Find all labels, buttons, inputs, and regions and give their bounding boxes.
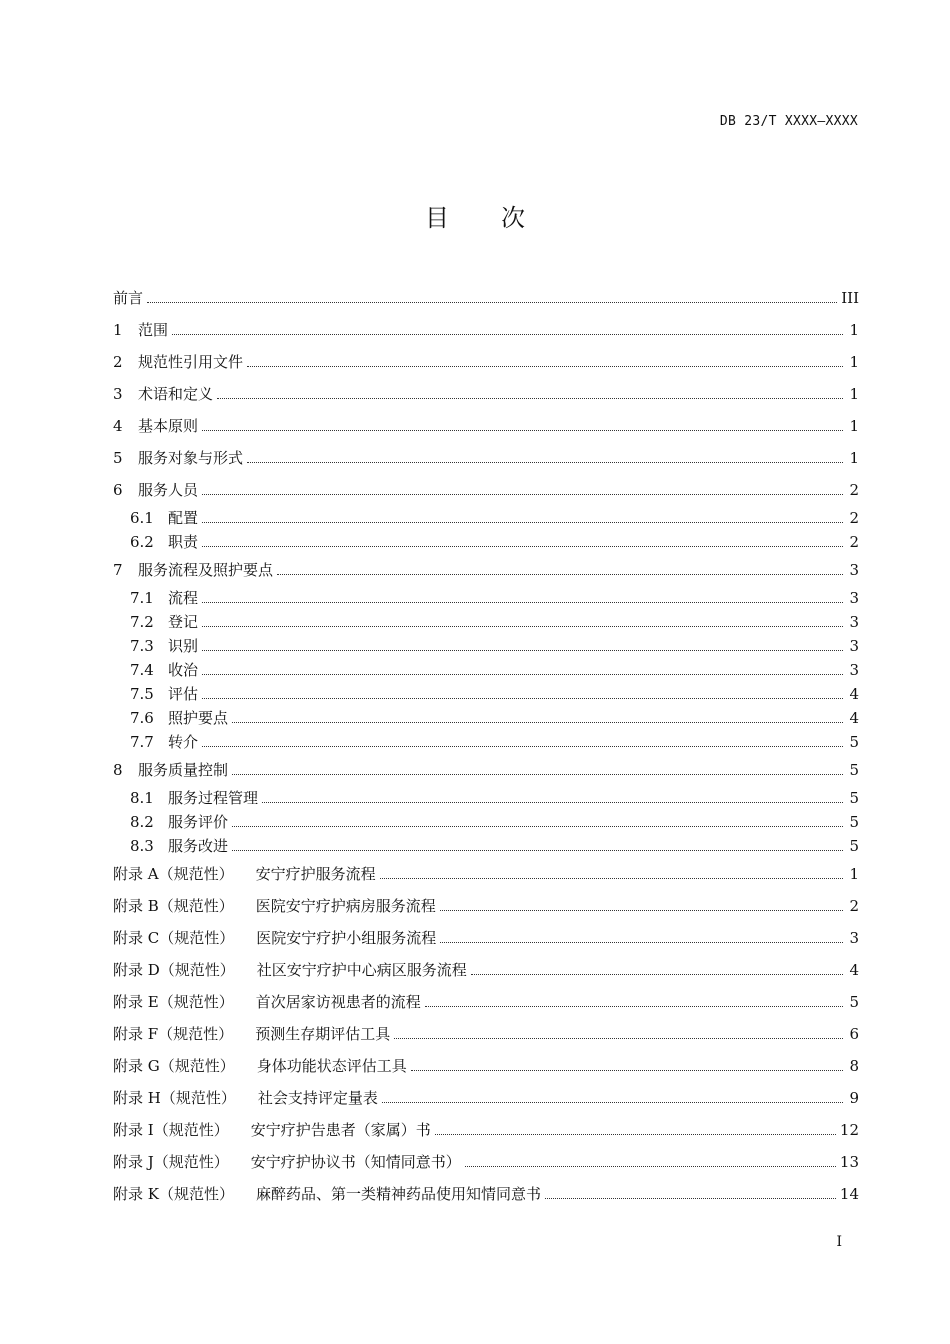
toc-appendix-entry[interactable] <box>113 922 859 954</box>
toc-appendix-number: 附录 G（规范性） <box>113 1057 235 1075</box>
toc-page-number: III <box>841 289 859 307</box>
toc-label: 范围 <box>138 321 169 339</box>
toc-number: 8.1 <box>130 789 154 807</box>
toc-page-number: 14 <box>839 1185 859 1203</box>
toc-leader-dots <box>471 974 843 975</box>
toc-leader-dots <box>202 650 843 651</box>
toc-entry[interactable] <box>113 474 859 506</box>
toc-appendix-number: 附录 C（规范性） <box>113 929 235 947</box>
toc-label: 服务改进 <box>168 837 229 855</box>
toc-subentry[interactable] <box>113 730 859 754</box>
toc-label: 照护要点 <box>168 709 229 727</box>
toc-leader-dots <box>202 546 843 547</box>
toc-page-number: 2 <box>849 533 859 551</box>
toc-leader-dots <box>202 494 843 495</box>
toc-entry[interactable] <box>113 346 859 378</box>
toc-number: 7.6 <box>130 709 154 727</box>
toc-label: 身体功能状态评估工具 <box>256 1057 407 1075</box>
toc-leader-dots <box>440 910 843 911</box>
toc-appendix-number: 附录 E（规范性） <box>113 993 234 1011</box>
toc-label: 首次居家访视患者的流程 <box>255 993 421 1011</box>
toc-leader-dots <box>202 674 843 675</box>
toc-number: 8 <box>113 761 123 779</box>
toc-page-number: 3 <box>849 613 859 631</box>
toc-page-number: 12 <box>839 1121 859 1139</box>
toc-appendix-number: 附录 K（规范性） <box>113 1185 234 1203</box>
toc-appendix-number: 附录 H（规范性） <box>113 1089 236 1107</box>
toc-page-number: 3 <box>849 589 859 607</box>
page-number-footer: I <box>836 1234 842 1250</box>
toc-leader-dots <box>247 366 843 367</box>
toc-leader-dots <box>202 746 843 747</box>
toc-label: 服务流程及照护要点 <box>138 561 274 579</box>
toc-leader-dots <box>202 430 843 431</box>
toc-appendix-entry[interactable] <box>113 1114 859 1146</box>
toc-leader-dots <box>425 1006 843 1007</box>
toc-entry[interactable] <box>113 314 859 346</box>
toc-page-number: 5 <box>849 761 859 779</box>
toc-leader-dots <box>232 826 843 827</box>
toc-page-number: 1 <box>849 865 859 883</box>
toc-label: 服务质量控制 <box>138 761 229 779</box>
toc-label: 麻醉药品、第一类精神药品使用知情同意书 <box>255 1185 541 1203</box>
toc-number: 1 <box>113 321 123 339</box>
toc-label: 职责 <box>168 533 199 551</box>
toc-appendix-entry[interactable] <box>113 858 859 890</box>
toc-page-number: 1 <box>849 353 859 371</box>
toc-appendix-entry[interactable] <box>113 1178 859 1210</box>
toc-leader-dots <box>147 302 837 303</box>
toc-label: 服务评价 <box>168 813 229 831</box>
toc-label: 社会支持评定量表 <box>257 1089 378 1107</box>
toc-entry-foreword[interactable] <box>113 282 859 314</box>
toc-number: 8.2 <box>130 813 154 831</box>
toc-label: 医院安宁疗护病房服务流程 <box>255 897 436 915</box>
toc-label: 收治 <box>168 661 199 679</box>
toc-label: 规范性引用文件 <box>138 353 244 371</box>
toc-page-number: 5 <box>849 733 859 751</box>
toc-leader-dots <box>172 334 843 335</box>
title-part-1: 目 <box>425 204 449 232</box>
toc-subentry[interactable] <box>113 610 859 634</box>
toc-leader-dots <box>202 626 843 627</box>
toc-number: 7.7 <box>130 733 154 751</box>
toc-label: 服务人员 <box>138 481 199 499</box>
toc-leader-dots <box>202 698 843 699</box>
toc-leader-dots <box>545 1198 836 1199</box>
toc-leader-dots <box>380 878 843 879</box>
toc-label: 服务过程管理 <box>168 789 259 807</box>
title-part-2: 次 <box>501 204 525 232</box>
toc-subentry[interactable] <box>113 658 859 682</box>
toc-page-number: 2 <box>849 509 859 527</box>
toc-appendix-number: 附录 F（规范性） <box>113 1025 234 1043</box>
toc-leader-dots <box>277 574 843 575</box>
toc-label: 登记 <box>168 613 199 631</box>
toc-number: 7 <box>113 561 123 579</box>
toc-leader-dots <box>232 722 843 723</box>
toc-label: 服务对象与形式 <box>138 449 244 467</box>
toc-subentry[interactable] <box>113 834 859 858</box>
toc-subentry[interactable] <box>113 706 859 730</box>
toc-leader-dots <box>394 1038 843 1039</box>
toc-subentry[interactable] <box>113 530 859 554</box>
toc-entry[interactable] <box>113 378 859 410</box>
toc-number: 3 <box>113 385 123 403</box>
toc-appendix-entry[interactable] <box>113 890 859 922</box>
toc-page-number: 3 <box>849 561 859 579</box>
toc-page-number: 13 <box>839 1153 859 1171</box>
toc-label: 医院安宁疗护小组服务流程 <box>256 929 437 947</box>
toc-page-number: 4 <box>849 961 859 979</box>
toc-page-number: 1 <box>849 321 859 339</box>
toc-subentry[interactable] <box>113 810 859 834</box>
toc-page-number: 1 <box>849 449 859 467</box>
toc-leader-dots <box>232 774 843 775</box>
toc-label: 安宁疗护协议书（知情同意书） <box>250 1153 461 1171</box>
toc-page-number: 2 <box>849 481 859 499</box>
toc-leader-dots <box>465 1166 836 1167</box>
toc-leader-dots <box>435 1134 836 1135</box>
toc-number: 6.2 <box>130 533 154 551</box>
toc-page-number: 1 <box>849 417 859 435</box>
toc-leader-dots <box>411 1070 843 1071</box>
toc-leader-dots <box>202 602 843 603</box>
toc-page-number: 5 <box>849 813 859 831</box>
toc-page-number: 9 <box>849 1089 859 1107</box>
toc-label: 流程 <box>168 589 199 607</box>
toc-subentry[interactable] <box>113 634 859 658</box>
toc-appendix-entry[interactable] <box>113 1018 859 1050</box>
toc-number: 5 <box>113 449 123 467</box>
toc-label: 安宁疗护告患者（家属）书 <box>250 1121 431 1139</box>
toc-number: 6.1 <box>130 509 154 527</box>
toc-number: 8.3 <box>130 837 154 855</box>
toc-appendix-number: 附录 D（规范性） <box>113 961 235 979</box>
toc-page-number: 3 <box>849 637 859 655</box>
toc-leader-dots <box>440 942 843 943</box>
toc-page-number: 8 <box>849 1057 859 1075</box>
toc-appendix-entry[interactable] <box>113 1082 859 1114</box>
toc-subentry[interactable] <box>113 786 859 810</box>
toc-number: 7.4 <box>130 661 154 679</box>
toc-page-number: 3 <box>849 661 859 679</box>
toc-page-number: 5 <box>849 789 859 807</box>
toc-label: 前言 <box>113 289 144 307</box>
toc-page-number: 1 <box>849 385 859 403</box>
toc-page-number: 5 <box>849 993 859 1011</box>
toc-label: 术语和定义 <box>138 385 214 403</box>
toc-number: 7.1 <box>130 589 154 607</box>
toc-appendix-entry[interactable] <box>113 986 859 1018</box>
toc-label: 社区安宁疗护中心病区服务流程 <box>256 961 467 979</box>
toc-appendix-entry[interactable] <box>113 954 859 986</box>
toc-entry[interactable] <box>113 554 859 586</box>
toc-leader-dots <box>217 398 843 399</box>
toc-appendix-number: 附录 A（规范性） <box>113 865 234 883</box>
toc-page-number: 4 <box>849 685 859 703</box>
toc-appendix-number: 附录 B（规范性） <box>113 897 234 915</box>
document-code: DB 23/T XXXX—XXXX <box>719 114 858 129</box>
toc-page-number: 3 <box>849 929 859 947</box>
toc-label: 转介 <box>168 733 199 751</box>
toc-label: 配置 <box>168 509 199 527</box>
toc-subentry[interactable] <box>113 506 859 530</box>
toc-number: 7.5 <box>130 685 154 703</box>
toc-leader-dots <box>382 1102 843 1103</box>
toc-label: 识别 <box>168 637 199 655</box>
toc-page-number: 6 <box>849 1025 859 1043</box>
toc-number: 2 <box>113 353 123 371</box>
toc-subentry[interactable] <box>113 586 859 610</box>
toc-label: 评估 <box>168 685 199 703</box>
toc-leader-dots <box>262 802 843 803</box>
toc-entry[interactable] <box>113 442 859 474</box>
toc-page-number: 2 <box>849 897 859 915</box>
page-title <box>0 198 950 233</box>
toc-label: 安宁疗护服务流程 <box>255 865 376 883</box>
toc-label: 预测生存期评估工具 <box>255 1025 391 1043</box>
toc-number: 7.3 <box>130 637 154 655</box>
toc-page-number: 5 <box>849 837 859 855</box>
table-of-contents <box>113 282 859 1210</box>
toc-label: 基本原则 <box>138 417 199 435</box>
toc-leader-dots <box>247 462 843 463</box>
toc-entry[interactable] <box>113 410 859 442</box>
toc-appendix-number: 附录 I（规范性） <box>113 1121 229 1139</box>
toc-number: 4 <box>113 417 123 435</box>
toc-appendix-entry[interactable] <box>113 1146 859 1178</box>
toc-number: 7.2 <box>130 613 154 631</box>
toc-appendix-entry[interactable] <box>113 1050 859 1082</box>
toc-subentry[interactable] <box>113 682 859 706</box>
toc-entry[interactable] <box>113 754 859 786</box>
toc-leader-dots <box>202 522 843 523</box>
toc-leader-dots <box>232 850 843 851</box>
toc-appendix-number: 附录 J（规范性） <box>113 1153 229 1171</box>
toc-page-number: 4 <box>849 709 859 727</box>
toc-number: 6 <box>113 481 123 499</box>
